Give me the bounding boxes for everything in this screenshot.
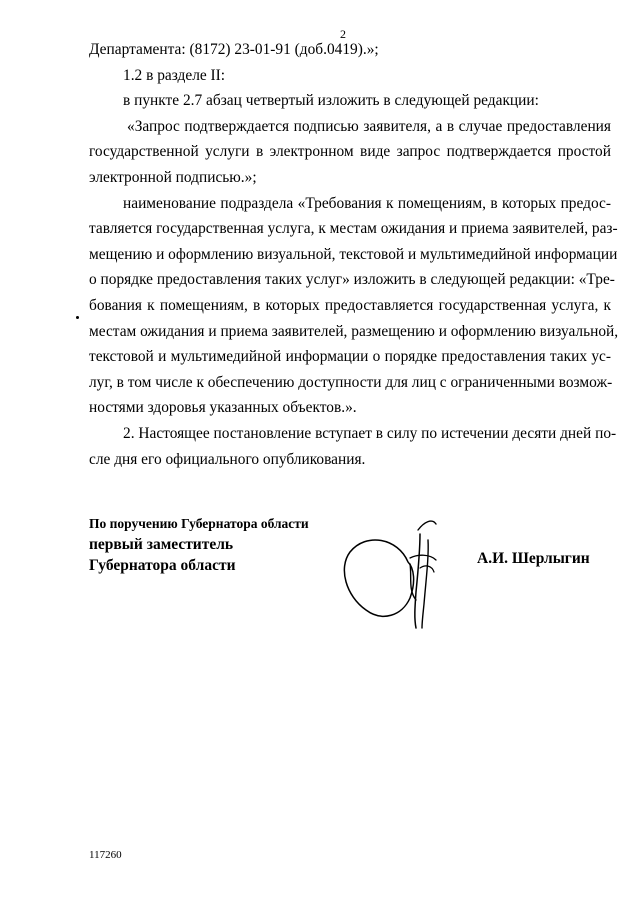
body-line: 2. Настоящее постановление вступает в силу по истечении десяти дней по- — [123, 424, 617, 442]
body-line: о порядке предоставления таких услуг» изложить в следующей редакции: «Тре- — [89, 271, 615, 289]
body-line: сле дня его официального опубликования. — [89, 450, 366, 468]
body-line: электронной подписью.»; — [89, 168, 257, 186]
body-line: 1.2 в разделе II: — [123, 66, 226, 84]
body-line: тавляется государственная услуга, к местам ожидания и приема заявителей, раз- — [89, 220, 618, 238]
body-line: государственной услуги в электронном виде запрос подтверждается простой — [89, 143, 611, 161]
signer-name: А.И. Шерлыгин — [477, 550, 590, 567]
signatory-position: первый заместитель — [89, 536, 234, 553]
body-line: бования к помещениям, в которых предоставляется государственная услуга, к — [89, 296, 611, 314]
stray-dot — [76, 316, 79, 319]
body-line: текстовой и мультимедийной информации о порядке предоставления таких ус- — [89, 348, 611, 366]
body-line: местам ожидания и приема заявителей, размещению и оформлению визуальной, — [89, 322, 619, 340]
document-body — [89, 37, 619, 472]
body-line: мещению и оформлению визуальной, текстовой и мультимедийной информации — [89, 245, 618, 263]
page-number: 2 — [340, 27, 346, 41]
document-code: 117260 — [89, 849, 122, 861]
body-line: наименование подраздела «Требования к помещениям, в которых предос- — [123, 194, 611, 212]
body-line: ностями здоровья указанных объектов.». — [89, 399, 357, 417]
body-line: в пункте 2.7 абзац четвертый изложить в следующей редакции: — [123, 92, 539, 110]
signatory-position-cont: Губернатора области — [89, 557, 236, 574]
signature-block — [89, 514, 309, 576]
body-line: Департамента: (8172) 23-01-91 (доб.0419).»; — [89, 41, 379, 58]
handwritten-signature — [336, 516, 448, 630]
signatory-authority: По поручению Губернатора области — [89, 516, 309, 531]
body-line: луг, в том числе к обеспечению доступности для лиц с ограниченными возмож- — [89, 373, 613, 391]
body-line: «Запрос подтверждается подписью заявителя, а в случае предоставления — [127, 117, 611, 135]
